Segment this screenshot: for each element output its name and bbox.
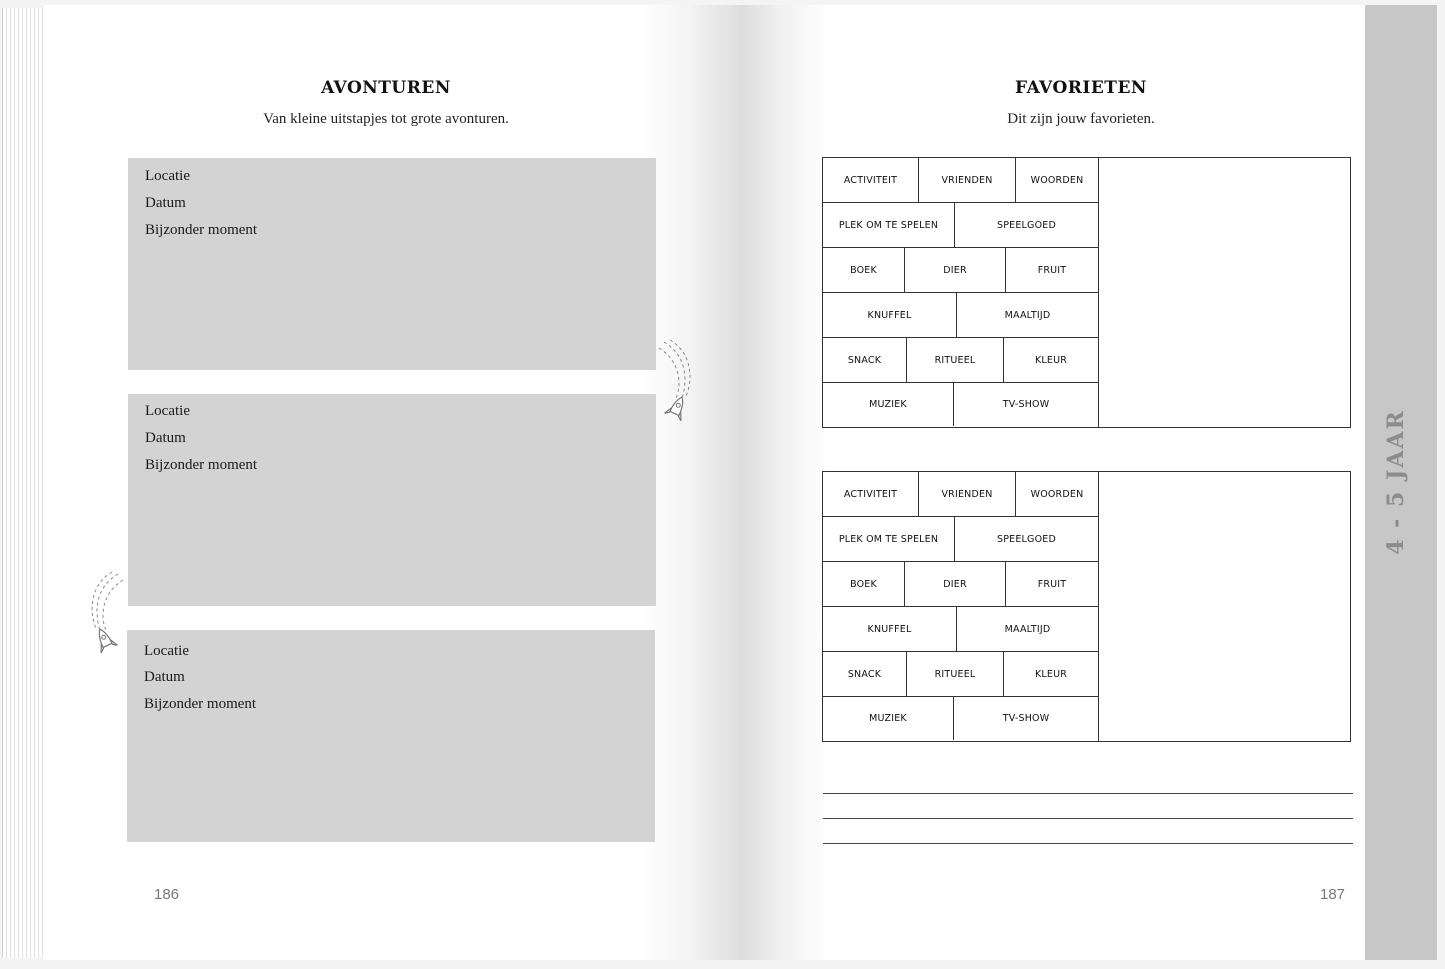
fav-cell: PLEK OM TE SPELEN bbox=[823, 517, 955, 562]
favorites-card bbox=[822, 471, 1351, 742]
fav-cell: BOEK bbox=[823, 562, 905, 607]
fav-cell: TV-SHOW bbox=[1002, 713, 1050, 724]
page-number-right: 187 bbox=[1320, 886, 1346, 903]
rocket-icon bbox=[88, 570, 124, 658]
label-locatie: Locatie bbox=[145, 403, 190, 419]
label-datum: Datum bbox=[144, 669, 185, 685]
writing-line bbox=[823, 793, 1353, 794]
rocket-icon bbox=[658, 338, 694, 426]
label-datum: Datum bbox=[145, 195, 186, 211]
adventure-box bbox=[127, 630, 655, 842]
fav-cell: MAALTIJD bbox=[957, 293, 1098, 338]
fav-cell: FRUIT bbox=[1006, 248, 1098, 293]
label-bijzonder-moment: Bijzonder moment bbox=[145, 457, 258, 473]
page-stack-edge bbox=[2, 8, 47, 958]
fav-cell: DIER bbox=[905, 248, 1006, 293]
fav-cell: MAALTIJD bbox=[957, 607, 1098, 652]
fav-cell: PLEK OM TE SPELEN bbox=[823, 203, 955, 248]
page-subtitle-avonturen: Van kleine uitstapjes tot grote avonturen. bbox=[263, 111, 509, 127]
favorites-grid bbox=[823, 158, 1099, 427]
fav-cell: SPEELGOED bbox=[955, 517, 1098, 562]
fav-cell: ACTIVITEIT bbox=[823, 158, 919, 203]
fav-cell: RITUEEL bbox=[907, 338, 1004, 383]
fav-cell: WOORDEN bbox=[1016, 158, 1098, 203]
fav-cell: SNACK bbox=[823, 652, 907, 697]
fav-cell: MUZIEK bbox=[823, 383, 954, 426]
fav-cell: KNUFFEL bbox=[823, 293, 957, 338]
label-locatie: Locatie bbox=[144, 643, 189, 659]
fav-cell: DIER bbox=[905, 562, 1006, 607]
fav-cell: BOEK bbox=[823, 248, 905, 293]
fav-cell: FRUIT bbox=[1006, 562, 1098, 607]
label-datum: Datum bbox=[145, 430, 186, 446]
label-bijzonder-moment: Bijzonder moment bbox=[144, 696, 257, 712]
fav-cell: MUZIEK bbox=[823, 697, 954, 740]
fav-cell: KLEUR bbox=[1004, 338, 1098, 383]
writing-line bbox=[823, 818, 1353, 819]
favorites-grid bbox=[823, 472, 1099, 741]
fav-cell: WOORDEN bbox=[1016, 472, 1098, 517]
fav-cell: SPEELGOED bbox=[955, 203, 1098, 248]
page-subtitle-favorieten: Dit zijn jouw favorieten. bbox=[1007, 111, 1155, 127]
side-tab-label: 4 - 5 JAAR bbox=[1383, 409, 1409, 555]
right-edge bbox=[1437, 5, 1445, 960]
fav-cell: KLEUR bbox=[1004, 652, 1098, 697]
label-locatie: Locatie bbox=[145, 168, 190, 184]
adventure-box bbox=[128, 158, 656, 370]
adventure-box bbox=[128, 394, 656, 606]
label-bijzonder-moment: Bijzonder moment bbox=[145, 222, 258, 238]
writing-line bbox=[823, 843, 1353, 844]
fav-cell: SNACK bbox=[823, 338, 907, 383]
fav-cell: KNUFFEL bbox=[823, 607, 957, 652]
fav-cell: VRIENDEN bbox=[919, 158, 1016, 203]
page-title-favorieten: FAVORIETEN bbox=[1015, 78, 1147, 98]
fav-cell: ACTIVITEIT bbox=[823, 472, 919, 517]
fav-cell: TV-SHOW bbox=[1002, 399, 1050, 410]
favorites-card bbox=[822, 157, 1351, 428]
fav-cell: RITUEEL bbox=[907, 652, 1004, 697]
page-number-left: 186 bbox=[154, 886, 180, 903]
page-title-avonturen: AVONTUREN bbox=[321, 78, 451, 98]
fav-cell: VRIENDEN bbox=[919, 472, 1016, 517]
